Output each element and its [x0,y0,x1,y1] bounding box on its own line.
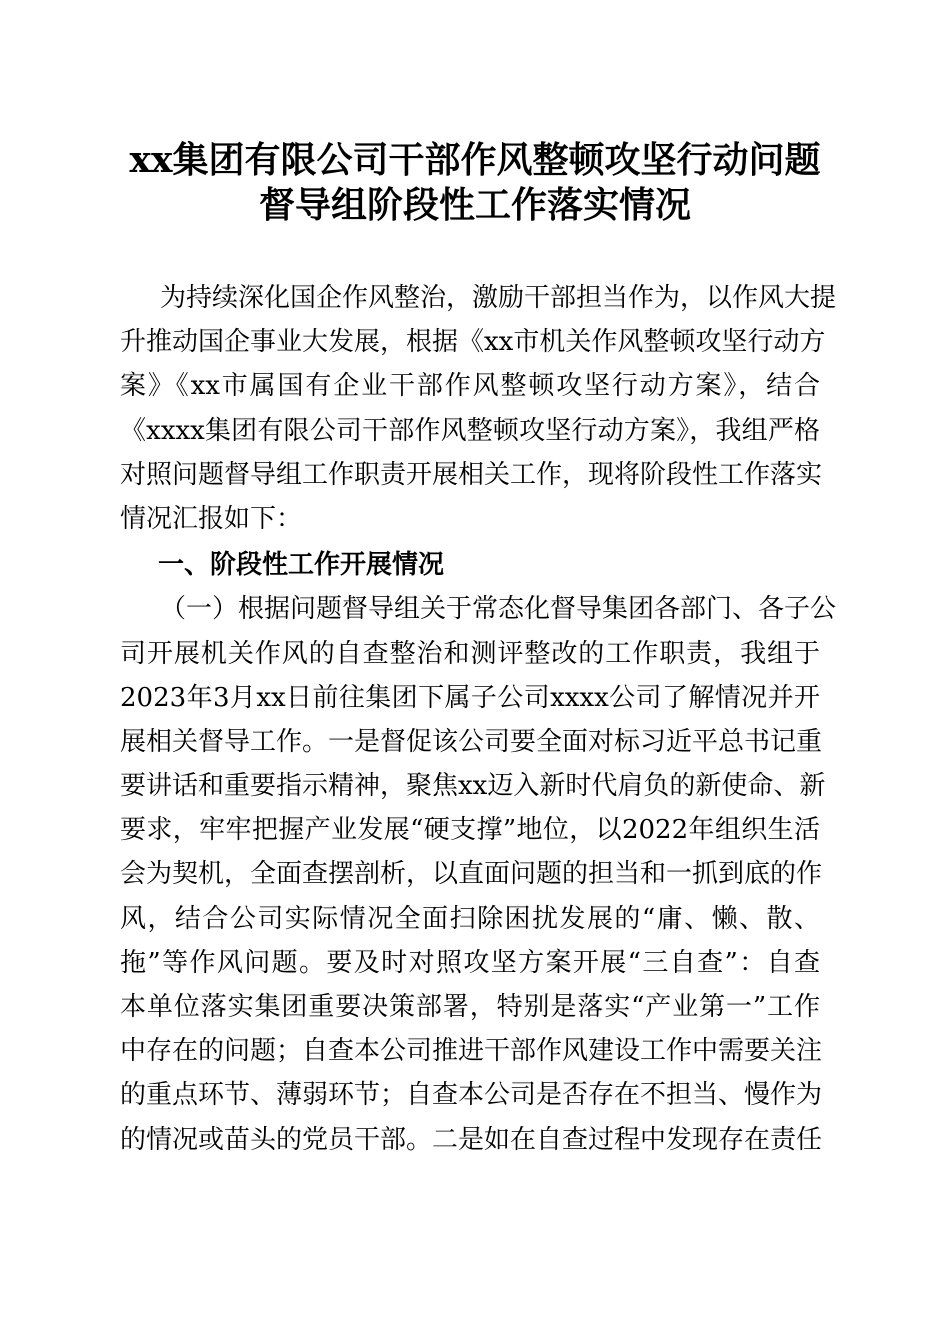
text-line: 的重点环节、薄弱环节；自查本公司是否存在不担当、慢作为 [120,1080,823,1111]
document-title [0,138,950,228]
text-line: 司开展机关作风的自查整治和测评整改的工作职责，我组于 [120,638,820,669]
text-line: 2023年3月xx日前往集团下属子公司xxxx公司了解情况并开 [120,682,820,713]
text-line: 拖”等作风问题。要及时对照攻坚方案开展“三自查”：自查 [120,947,820,978]
text-line: （一）根据问题督导组关于常态化督导集团各部门、各子公 [160,594,837,625]
text-line: 风，结合公司实际情况全面扫除困扰发展的“庸、懒、散、 [120,903,820,934]
text-line: 《xxxx集团有限公司干部作风整顿攻坚行动方案》，我组严格 [120,415,820,446]
text-line: 中存在的问题；自查本公司推进干部作风建设工作中需要关注 [120,1036,823,1067]
text-line: 本单位落实集团重要决策部署，特别是落实“产业第一”工作 [120,992,820,1022]
section1-paragraph [120,587,837,1161]
text-line: 对照问题督导组工作职责开展相关工作，现将阶段性工作落实 [120,459,823,490]
text-line: 为持续深化国企作风整治，激励干部担当作为，以作风大提 [160,283,837,313]
text-line: 要讲话和重要指示精神，聚焦xx迈入新时代肩负的新使命、新 [120,771,826,802]
title-line-1: xx集团有限公司干部作风整顿攻坚行动问题 [129,139,821,181]
text-line: 展相关督导工作。一是督促该公司要全面对标习近平总书记重 [120,726,823,757]
text-line: 情况汇报如下： [120,503,303,534]
text-line: 的情况或苗头的党员干部。二是如在自查过程中发现存在责任 [120,1124,823,1155]
text-line: 会为契机，全面查摆剖析，以直面问题的担当和一抓到底的作 [120,859,823,890]
document-body [120,276,837,1162]
text-line: 升推动国企事业大发展，根据《xx市机关作风整顿攻坚行动方 [120,327,826,358]
text-line: 要求，牢牢把握产业发展“硬支撑”地位，以2022年组织生活 [120,815,820,846]
section-heading: 一、阶段性工作开展情况 [158,550,445,581]
text-line: 案》《xx市属国有企业干部作风整顿攻坚行动方案》，结合 [120,371,820,402]
intro-paragraph [120,276,837,541]
title-line-2: 督导组阶段性工作落实情况 [258,184,691,226]
